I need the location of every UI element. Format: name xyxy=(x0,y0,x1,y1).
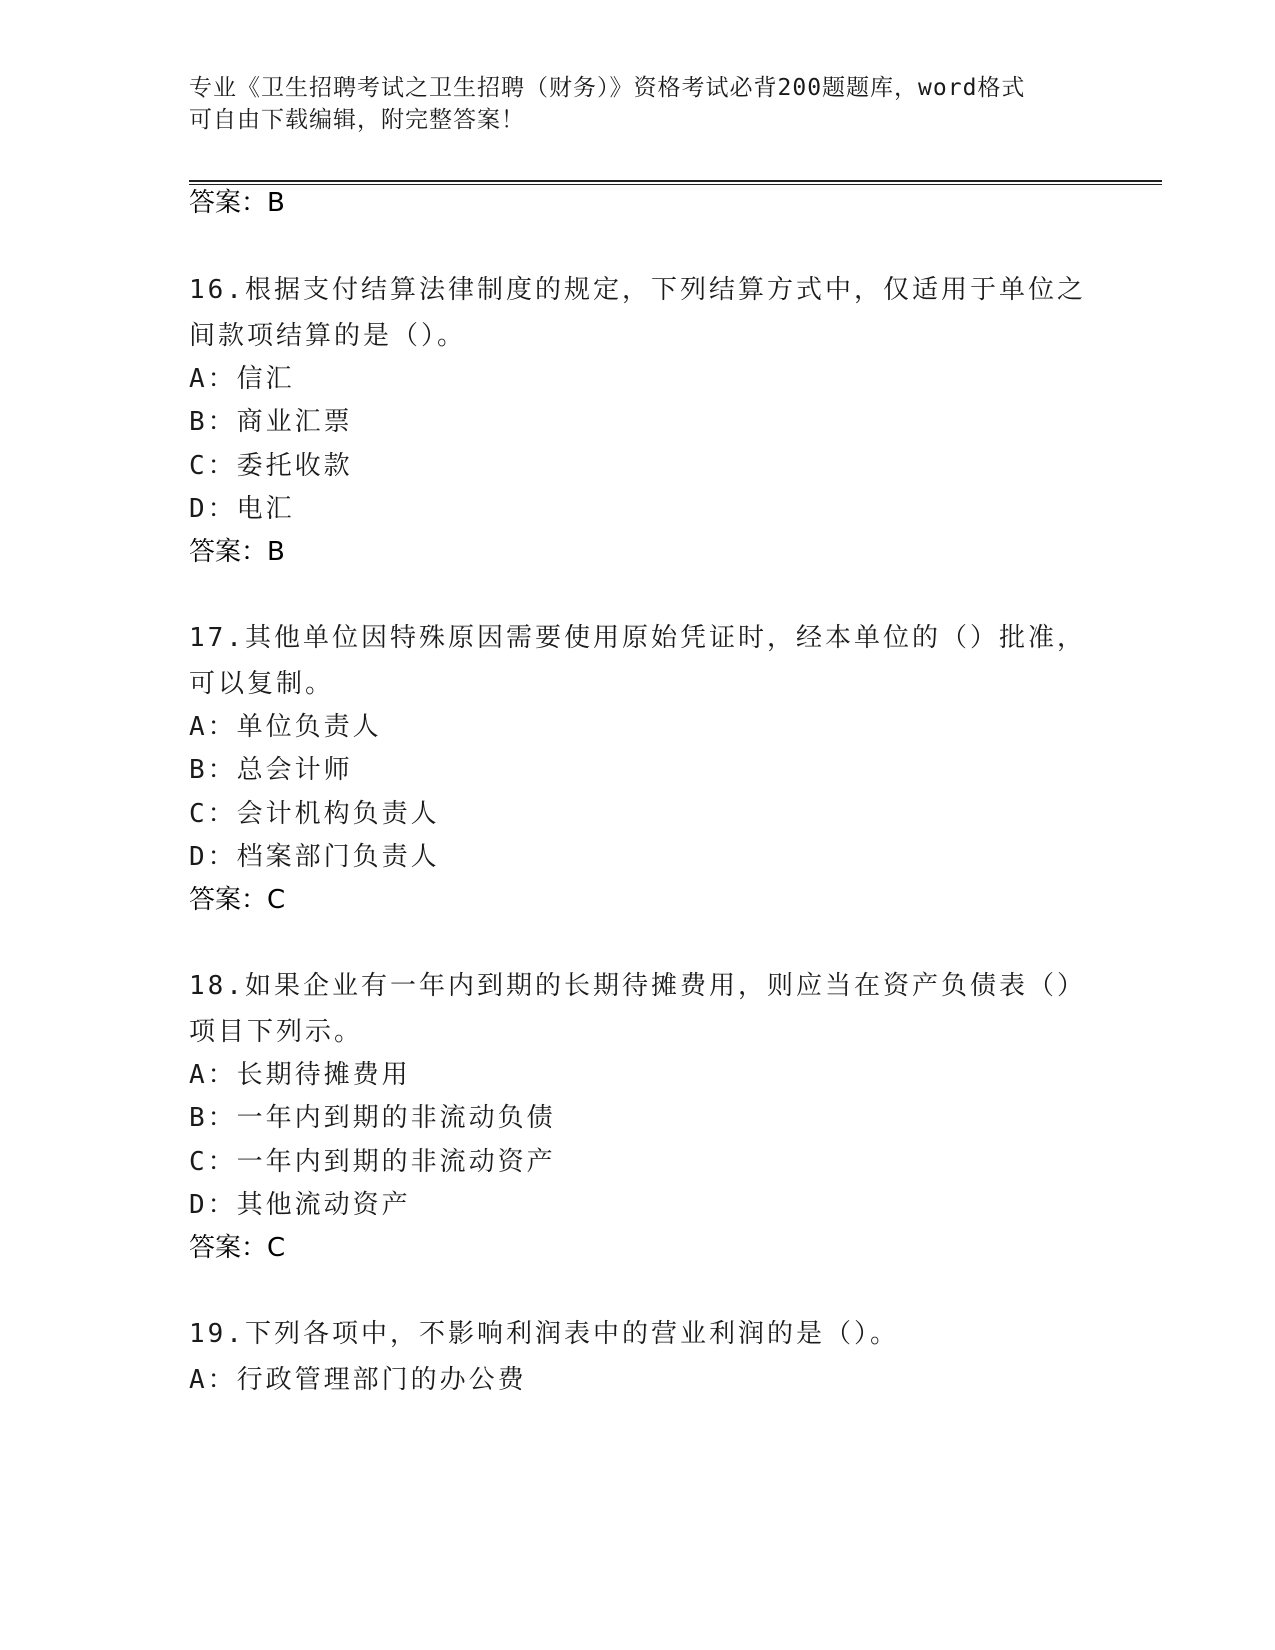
question-stem-17: 17.其他单位因特殊原因需要使用原始凭证时，经本单位的（）批准，可以复制。 xyxy=(189,623,1086,699)
document-header xyxy=(189,72,1069,136)
header-line-2: 可自由下载编辑，附完整答案！ xyxy=(189,107,525,133)
question-stem-19: 19.下列各项中，不影响利润表中的营业利润的是（）。 xyxy=(189,1319,899,1349)
header-divider-thin xyxy=(189,184,1162,185)
answer-label: 答案：C xyxy=(189,1233,286,1263)
option-d: D：电汇 xyxy=(189,494,295,524)
answer-label: 答案：B xyxy=(189,188,285,218)
option-b: B：总会计师 xyxy=(189,755,353,785)
option-c: C：委托收款 xyxy=(189,451,353,481)
option-b: B：一年内到期的非流动负债 xyxy=(189,1103,556,1133)
question-stem-18: 18.如果企业有一年内到期的长期待摊费用，则应当在资产负债表（）项目下列示。 xyxy=(189,971,1086,1047)
option-c: C：一年内到期的非流动资产 xyxy=(189,1147,556,1177)
option-a: A：长期待摊费用 xyxy=(189,1060,411,1090)
option-a: A：信汇 xyxy=(189,364,295,394)
question-stem-16: 16.根据支付结算法律制度的规定，下列结算方式中，仅适用于单位之间款项结算的是（）。 xyxy=(189,275,1086,351)
answer-label: 答案：C xyxy=(189,885,286,915)
option-a: A：单位负责人 xyxy=(189,712,382,742)
option-d: D：档案部门负责人 xyxy=(189,842,440,872)
header-line-1: 专业《卫生招聘考试之卫生招聘（财务）》资格考试必背200题题库，word格式 xyxy=(189,75,1026,101)
option-c: C：会计机构负责人 xyxy=(189,799,440,829)
option-b: B：商业汇票 xyxy=(189,407,353,437)
answer-label: 答案：B xyxy=(189,537,285,567)
option-a: A：行政管理部门的办公费 xyxy=(189,1365,527,1395)
header-divider xyxy=(189,180,1162,182)
option-d: D：其他流动资产 xyxy=(189,1190,411,1220)
